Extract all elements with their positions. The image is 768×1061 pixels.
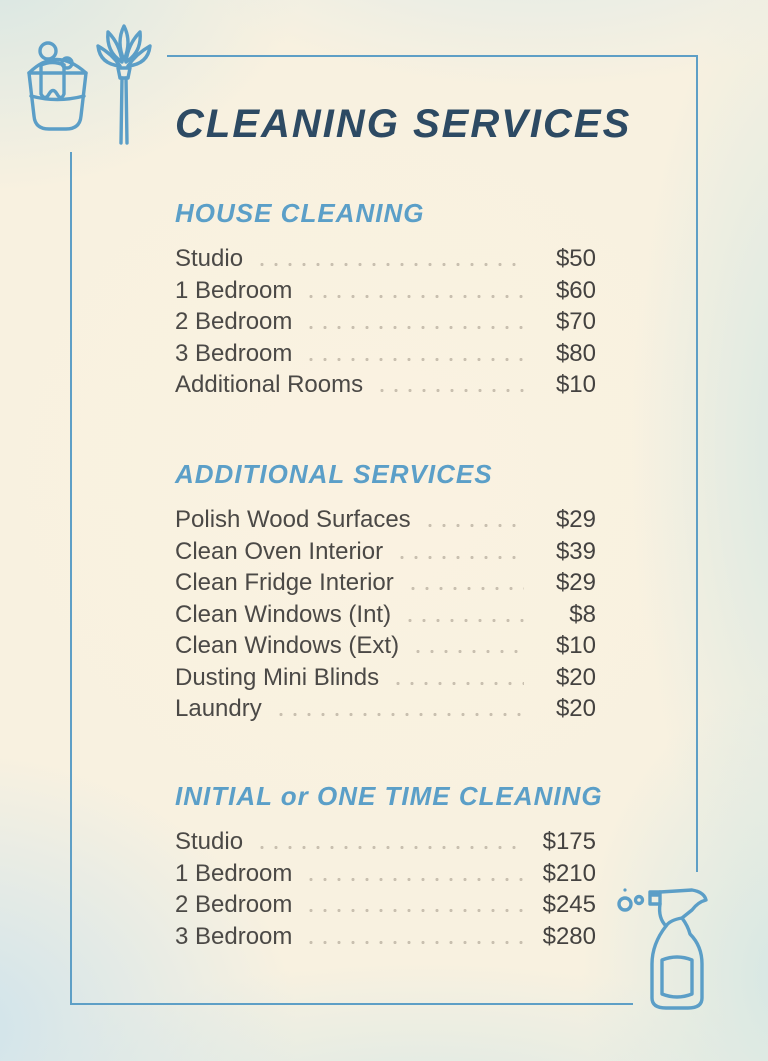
dotted-leader [423,524,524,527]
dotted-leader [304,909,524,912]
dotted-leader [304,358,524,361]
dotted-leader [403,619,524,622]
dotted-leader [304,326,524,329]
dotted-leader [255,846,524,849]
price-row [175,538,596,570]
service-price: $245 [542,891,596,918]
service-price: $29 [555,569,596,596]
price-list [175,245,596,403]
service-price: $70 [555,308,596,335]
section-initial-one-time-cleaning [175,780,603,954]
service-label: Laundry [175,695,262,722]
service-label: Clean Windows (Ext) [175,632,400,659]
service-label: 3 Bedroom [175,339,293,367]
service-price: $175 [542,828,596,855]
price-row [175,340,596,372]
service-label: Studio [175,828,244,855]
price-row [175,828,596,860]
service-price: $20 [555,695,596,722]
price-row [175,601,596,633]
service-label: Additional Rooms [175,371,364,398]
service-price: $20 [555,663,596,691]
service-label: 3 Bedroom [175,922,293,950]
page-title: CLEANING SERVICES [175,102,632,146]
price-row [175,506,596,538]
price-row [175,308,596,340]
service-price: $8 [569,600,596,628]
service-label: Clean Fridge Interior [175,569,394,596]
dotted-leader [274,713,524,716]
frame-bottom-line [70,1003,633,1005]
price-row [175,695,596,727]
service-price: $280 [542,922,596,950]
service-price: $39 [555,537,596,565]
section-house-cleaning [175,197,596,403]
service-price: $80 [555,339,596,367]
dotted-leader [395,556,524,559]
dotted-leader [304,941,524,944]
service-label: Clean Windows (Int) [175,600,392,628]
spray-bottle-icon [608,874,718,1020]
service-label: Clean Oven Interior [175,537,384,565]
section-heading: INITIAL or ONE TIME CLEANING [175,781,603,811]
service-label: 1 Bedroom [175,276,293,304]
price-row [175,664,596,696]
price-row [175,632,596,664]
dotted-leader [406,587,524,590]
bucket-duster-icon [16,16,152,152]
service-label: 1 Bedroom [175,859,293,887]
section-heading: HOUSE CLEANING [175,198,425,228]
service-price: $210 [542,859,596,887]
service-price: $10 [555,632,596,659]
frame-right-line [696,55,698,872]
dotted-leader [391,682,524,685]
service-price: $10 [555,371,596,398]
price-row [175,891,596,923]
dotted-leader [411,650,524,653]
dotted-leader [304,295,524,298]
price-row [175,245,596,277]
dotted-leader [304,878,524,881]
price-row [175,371,596,403]
price-row [175,277,596,309]
service-label: 2 Bedroom [175,891,293,918]
frame-top-line [167,55,697,57]
price-row [175,860,596,892]
service-price: $29 [555,506,596,533]
dotted-leader [375,389,524,392]
section-additional-services [175,458,596,727]
service-label: Dusting Mini Blinds [175,663,380,691]
service-label: Polish Wood Surfaces [175,506,411,533]
frame-left-line [70,152,72,1005]
service-label: Studio [175,245,244,272]
service-label: 2 Bedroom [175,308,293,335]
dotted-leader [255,263,524,266]
price-row [175,923,596,955]
price-row [175,569,596,601]
service-price: $60 [555,276,596,304]
section-heading: ADDITIONAL SERVICES [175,459,493,489]
price-list [175,506,596,727]
price-list [175,828,596,954]
service-price: $50 [555,245,596,272]
